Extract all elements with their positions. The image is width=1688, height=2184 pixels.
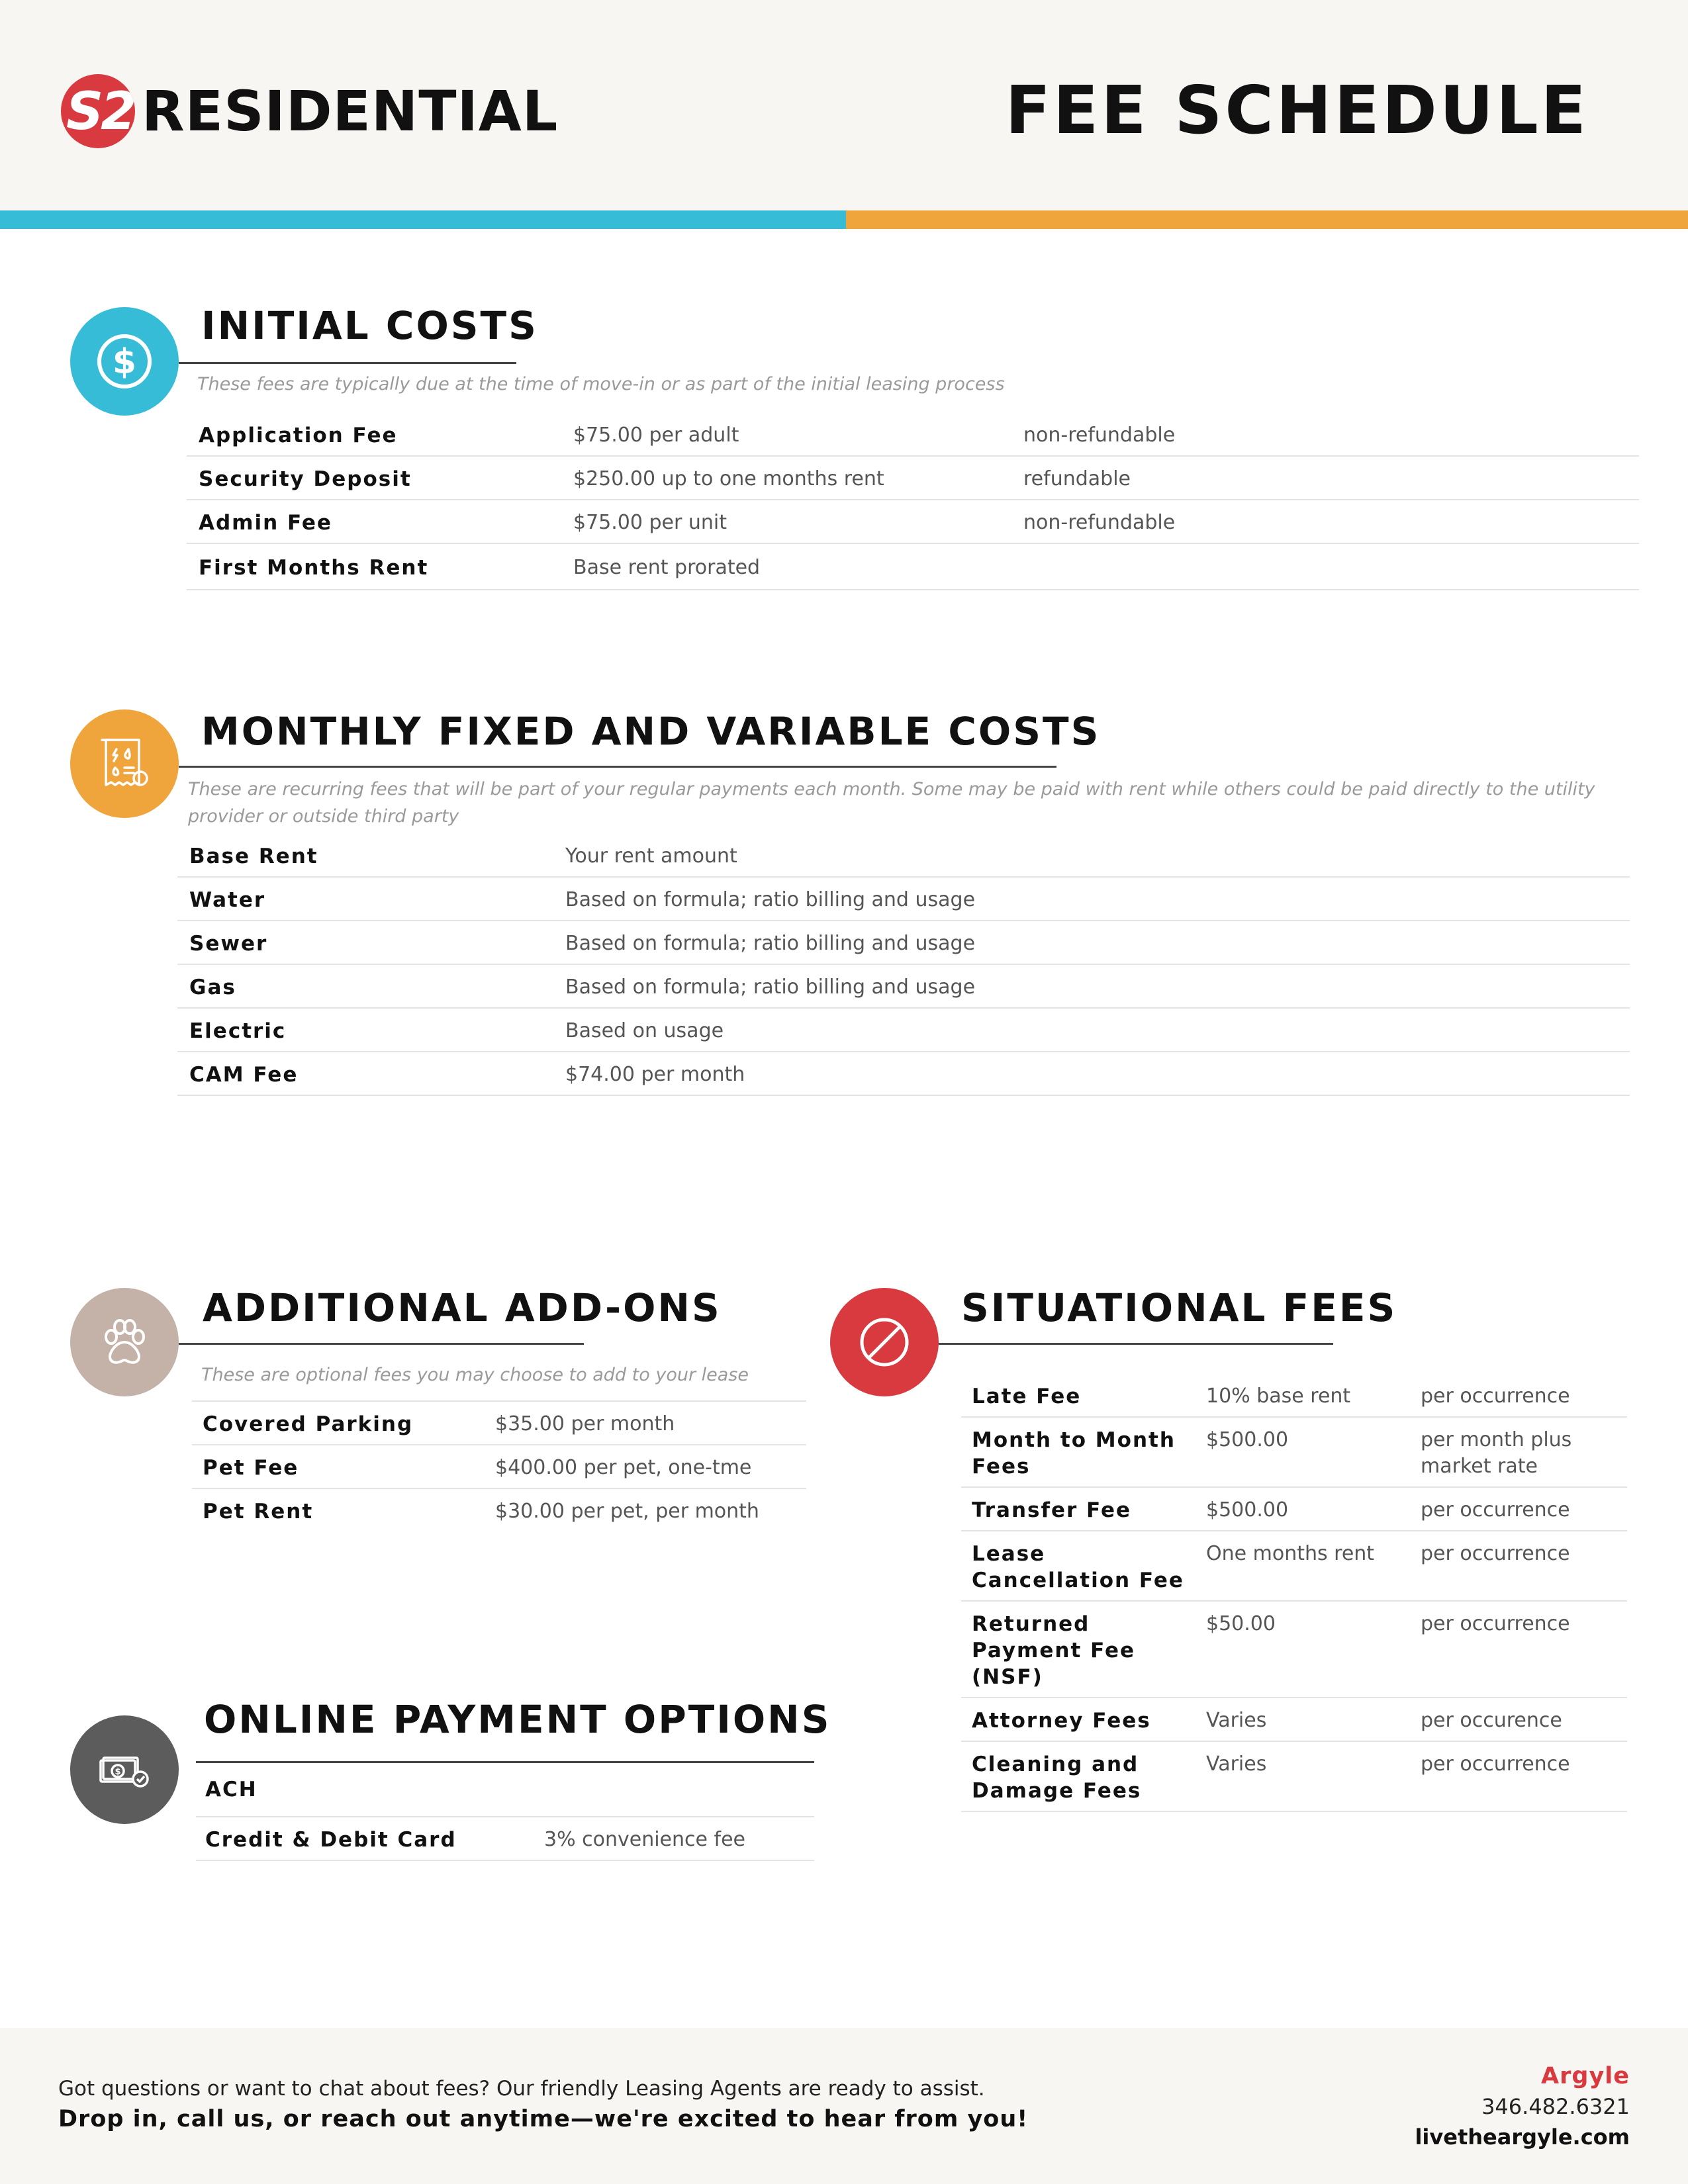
initial-costs-title: INITIAL COSTS bbox=[201, 303, 538, 348]
footer-invite-text: Drop in, call us, or reach out anytime—we're excited to hear from you! bbox=[58, 2106, 1029, 2132]
table-row bbox=[192, 1402, 806, 1445]
online-payment-table bbox=[196, 1763, 814, 1861]
table-row bbox=[196, 1817, 814, 1861]
fee-amount: Based on formula; ratio billing and usage bbox=[565, 888, 976, 911]
fee-amount: $50.00 bbox=[1206, 1612, 1276, 1635]
fee-amount: $250.00 up to one months rent bbox=[573, 467, 884, 490]
payment-method-fee: 3% convenience fee bbox=[544, 1828, 745, 1851]
fee-label: Sewer bbox=[189, 932, 268, 956]
header-stripe-blue bbox=[0, 210, 846, 229]
fee-amount: 10% base rent bbox=[1206, 1385, 1351, 1408]
fee-note: per occurrence bbox=[1421, 1385, 1570, 1408]
fee-label: Security Deposit bbox=[199, 467, 412, 491]
fee-label: Admin Fee bbox=[199, 511, 332, 535]
monthly-costs-subtitle: These are recurring fees that will be part of your regular payments each month. Some may be paid with rent while others could be paid directly to the utility provider or outside third party bbox=[188, 779, 1595, 827]
table-row bbox=[187, 544, 1639, 590]
utility-bill-icon bbox=[70, 709, 179, 818]
addons-subtitle: These are optional fees you may choose to add to your lease bbox=[201, 1365, 749, 1385]
fee-label: Month to Month Fees bbox=[972, 1428, 1176, 1479]
fee-amount: Based on formula; ratio billing and usage bbox=[565, 976, 976, 999]
table-row bbox=[961, 1698, 1627, 1742]
fee-label: Electric bbox=[189, 1019, 287, 1043]
fee-label: Lease Cancellation Fee bbox=[972, 1542, 1184, 1592]
fee-label: Gas bbox=[189, 976, 236, 999]
footer-question-text: Got questions or want to chat about fees? Our friendly Leasing Agents are ready to assist. bbox=[58, 2077, 985, 2101]
s2-logo-mark bbox=[61, 74, 135, 148]
payment-method-label: Credit & Debit Card bbox=[205, 1828, 457, 1852]
fee-amount: Base rent prorated bbox=[573, 556, 761, 579]
property-name: Argyle bbox=[1541, 2063, 1630, 2089]
svg-text:$: $ bbox=[112, 342, 137, 382]
table-row bbox=[177, 1009, 1630, 1052]
fee-note: non-refundable bbox=[1023, 424, 1176, 447]
fee-label: Application Fee bbox=[199, 424, 398, 447]
table-row bbox=[177, 878, 1630, 921]
monthly-costs-rule bbox=[179, 766, 1056, 768]
fee-amount: $74.00 per month bbox=[565, 1063, 745, 1086]
fee-amount: Based on usage bbox=[565, 1019, 724, 1042]
table-row bbox=[177, 965, 1630, 1009]
table-row bbox=[187, 500, 1639, 544]
property-website: livetheargyle.com bbox=[1415, 2124, 1630, 2150]
table-row bbox=[192, 1489, 806, 1533]
fee-note: per occurrence bbox=[1421, 1542, 1570, 1565]
situational-fees-table bbox=[961, 1374, 1627, 1812]
fee-label: Water bbox=[189, 888, 266, 912]
fee-label: Base Rent bbox=[189, 844, 318, 868]
fee-label: Returned Payment Fee (NSF) bbox=[972, 1612, 1136, 1689]
fee-amount: Varies bbox=[1206, 1709, 1267, 1732]
fee-label: Attorney Fees bbox=[972, 1709, 1151, 1733]
fee-note: per occurrence bbox=[1421, 1612, 1570, 1635]
table-row bbox=[177, 921, 1630, 965]
property-phone: 346.482.6321 bbox=[1481, 2094, 1630, 2119]
page-footer bbox=[0, 2028, 1688, 2184]
table-row bbox=[187, 457, 1639, 500]
fee-amount: $500.00 bbox=[1206, 1428, 1289, 1451]
table-row bbox=[192, 1445, 806, 1489]
initial-costs-table bbox=[187, 413, 1639, 590]
addons-table bbox=[192, 1400, 806, 1533]
table-row bbox=[961, 1374, 1627, 1418]
paw-icon bbox=[70, 1288, 179, 1396]
prohibited-icon bbox=[830, 1288, 939, 1396]
monthly-costs-table bbox=[177, 834, 1630, 1096]
fee-label: Covered Parking bbox=[203, 1412, 414, 1436]
fee-label: CAM Fee bbox=[189, 1063, 299, 1087]
table-row bbox=[961, 1531, 1627, 1602]
footer-contact bbox=[1415, 2061, 1630, 2152]
fee-note: per occurrence bbox=[1421, 1498, 1570, 1522]
fee-note: refundable bbox=[1023, 467, 1131, 490]
table-row bbox=[177, 834, 1630, 878]
fee-amount: $75.00 per unit bbox=[573, 511, 727, 534]
page-header bbox=[0, 0, 1688, 210]
situational-fees-title: SITUATIONAL FEES bbox=[961, 1285, 1397, 1330]
monthly-costs-title: MONTHLY FIXED AND VARIABLE COSTS bbox=[201, 709, 1101, 754]
fee-amount: Your rent amount bbox=[565, 844, 737, 868]
fee-amount: $400.00 per pet, one-tme bbox=[495, 1456, 752, 1479]
table-row bbox=[187, 413, 1639, 457]
fee-note: per occurrence bbox=[1421, 1752, 1570, 1776]
table-row bbox=[961, 1488, 1627, 1531]
fee-note: per month plus market rate bbox=[1421, 1428, 1572, 1478]
fee-label: Late Fee bbox=[972, 1385, 1082, 1408]
fee-label: Cleaning and Damage Fees bbox=[972, 1752, 1142, 1803]
svg-text:$: $ bbox=[115, 1767, 121, 1777]
initial-costs-subtitle: These fees are typically due at the time of move-in or as part of the initial leasing process bbox=[197, 374, 1005, 394]
initial-costs-rule bbox=[179, 362, 516, 364]
fee-label: Pet Fee bbox=[203, 1456, 299, 1480]
logo-wordmark: RESIDENTIAL bbox=[142, 79, 559, 144]
header-stripe-orange bbox=[846, 210, 1688, 229]
fee-amount: Varies bbox=[1206, 1752, 1267, 1776]
fee-label: Transfer Fee bbox=[972, 1498, 1132, 1522]
fee-note: per occurence bbox=[1421, 1709, 1562, 1732]
fee-amount: $35.00 per month bbox=[495, 1412, 675, 1435]
logo-mark-text: S2 bbox=[66, 82, 134, 142]
fee-label: First Months Rent bbox=[199, 556, 429, 580]
table-row bbox=[961, 1742, 1627, 1812]
cash-payment-icon bbox=[70, 1715, 179, 1824]
fee-amount: One months rent bbox=[1206, 1542, 1375, 1565]
page-title: FEE SCHEDULE bbox=[1005, 71, 1589, 149]
dollar-icon bbox=[70, 307, 179, 416]
online-payment-title: ONLINE PAYMENT OPTIONS bbox=[204, 1697, 831, 1742]
table-row bbox=[961, 1602, 1627, 1698]
fee-amount: $30.00 per pet, per month bbox=[495, 1500, 759, 1523]
payment-method-label: ACH bbox=[205, 1778, 258, 1801]
table-row bbox=[177, 1052, 1630, 1096]
addons-title: ADDITIONAL ADD-ONS bbox=[203, 1285, 722, 1330]
table-row bbox=[196, 1763, 814, 1817]
company-logo bbox=[61, 74, 558, 148]
fee-label: Pet Rent bbox=[203, 1500, 314, 1524]
fee-amount: $500.00 bbox=[1206, 1498, 1289, 1522]
table-row bbox=[961, 1418, 1627, 1488]
addons-rule bbox=[179, 1343, 584, 1345]
fee-amount: $75.00 per adult bbox=[573, 424, 739, 447]
fee-amount: Based on formula; ratio billing and usage bbox=[565, 932, 976, 955]
fee-note: non-refundable bbox=[1023, 511, 1176, 534]
situational-fees-rule bbox=[939, 1343, 1333, 1345]
